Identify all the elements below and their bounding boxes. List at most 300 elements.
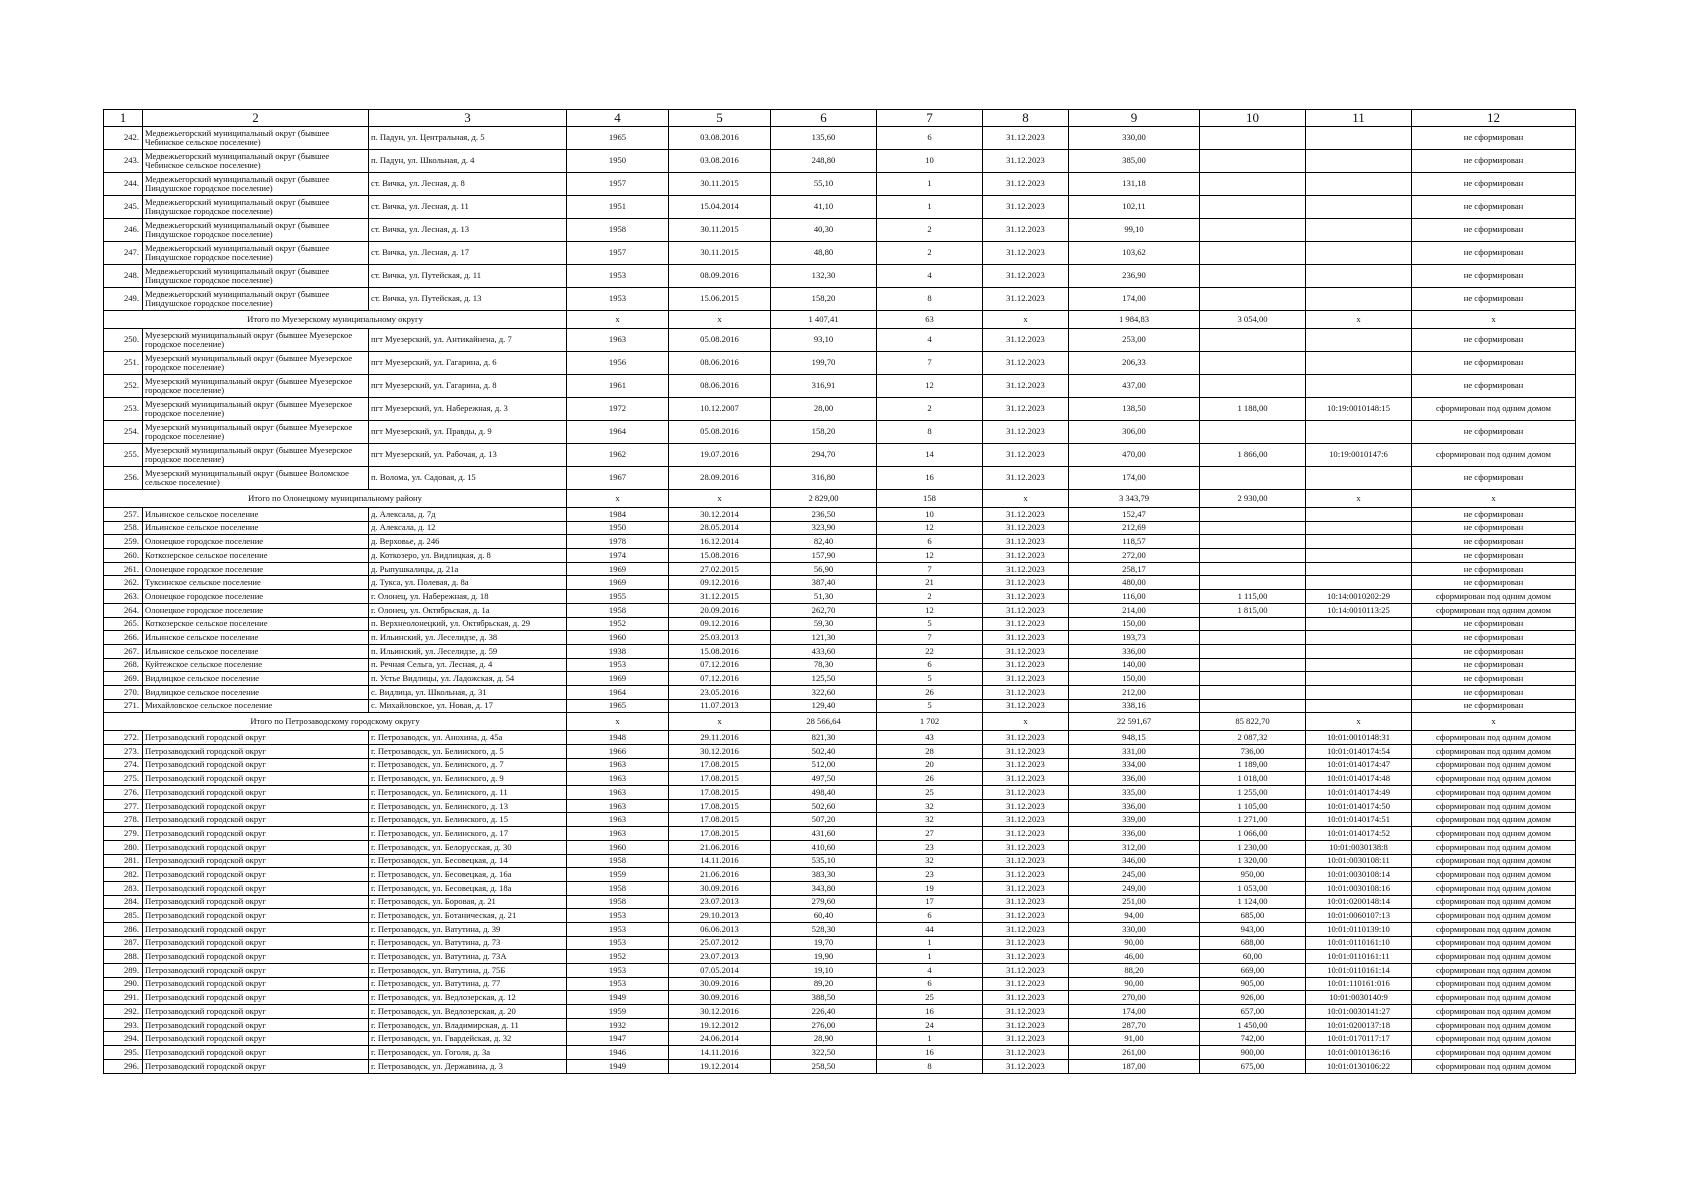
year-built-cell: 1953	[567, 265, 669, 288]
land-area-10-cell	[1200, 699, 1306, 713]
land-area-9-cell: 346,00	[1069, 854, 1200, 868]
residents-cell: 10	[877, 508, 983, 522]
subtotal-land-status: x	[1412, 311, 1576, 329]
cadastral-number-cell	[1306, 127, 1412, 150]
area-cell: 93,10	[771, 329, 877, 352]
table-row	[104, 352, 1576, 375]
table-row	[104, 922, 1576, 936]
land-status-cell: не сформирован	[1412, 242, 1576, 265]
area-cell: 89,20	[771, 977, 877, 991]
area-cell: 276,00	[771, 1018, 877, 1032]
year-built-cell: 1951	[567, 196, 669, 219]
relocation-deadline-cell: 31.12.2023	[983, 467, 1069, 490]
cadastral-number-cell	[1306, 265, 1412, 288]
municipality-cell: Олонецкое городское поселение	[143, 562, 369, 576]
land-area-9-cell: 306,00	[1069, 421, 1200, 444]
municipality-cell: Петрозаводский городской округ	[143, 936, 369, 950]
recognition-date-cell: 21.06.2016	[669, 840, 771, 854]
land-status-cell: не сформирован	[1412, 421, 1576, 444]
year-built-cell: 1956	[567, 352, 669, 375]
municipality-cell: Петрозаводский городской округ	[143, 786, 369, 800]
row-number-cell: 247.	[104, 242, 143, 265]
municipality-cell: Петрозаводский городской округ	[143, 854, 369, 868]
area-cell: 125,50	[771, 672, 877, 686]
land-status-cell: не сформирован	[1412, 196, 1576, 219]
land-status-cell: не сформирован	[1412, 617, 1576, 631]
recognition-date-cell: 03.08.2016	[669, 150, 771, 173]
area-cell: 431,60	[771, 827, 877, 841]
municipality-cell: Муезерский муниципальный округ (бывшее Муезерское городское поселение)	[143, 444, 369, 467]
cadastral-number-cell: 10:01:0140174:50	[1306, 799, 1412, 813]
table-row	[104, 991, 1576, 1005]
recognition-date-cell: 23.07.2013	[669, 895, 771, 909]
address-cell: г. Петрозаводск, ул. Ватутина, д. 75Б	[369, 964, 567, 978]
land-status-cell: сформирован под одним домом	[1412, 868, 1576, 882]
area-cell: 19,90	[771, 950, 877, 964]
year-built-cell: 1963	[567, 786, 669, 800]
land-area-9-cell: 336,00	[1069, 799, 1200, 813]
year-built-cell: 1959	[567, 1005, 669, 1019]
recognition-date-cell: 05.08.2016	[669, 329, 771, 352]
land-status-cell: не сформирован	[1412, 521, 1576, 535]
recognition-date-cell: 14.11.2016	[669, 854, 771, 868]
land-status-cell: сформирован под одним домом	[1412, 813, 1576, 827]
land-area-9-cell: 94,00	[1069, 909, 1200, 923]
residents-cell: 27	[877, 827, 983, 841]
area-cell: 316,91	[771, 375, 877, 398]
year-built-cell: 1949	[567, 1059, 669, 1073]
land-status-cell: не сформирован	[1412, 127, 1576, 150]
residents-cell: 32	[877, 799, 983, 813]
land-area-9-cell: 174,00	[1069, 288, 1200, 311]
land-area-9-cell: 336,00	[1069, 827, 1200, 841]
recognition-date-cell: 30.09.2016	[669, 991, 771, 1005]
subtotal-relocation-deadline: x	[983, 713, 1069, 731]
table-row	[104, 631, 1576, 645]
address-cell: пгт Муезерский, ул. Набережная, д. 3	[369, 398, 567, 421]
residents-cell: 21	[877, 576, 983, 590]
land-area-9-cell: 330,00	[1069, 127, 1200, 150]
cadastral-number-cell	[1306, 658, 1412, 672]
row-number-cell: 255.	[104, 444, 143, 467]
relocation-deadline-cell: 31.12.2023	[983, 398, 1069, 421]
relocation-deadline-cell: 31.12.2023	[983, 421, 1069, 444]
table-row	[104, 521, 1576, 535]
row-number-cell: 270.	[104, 685, 143, 699]
year-built-cell: 1949	[567, 991, 669, 1005]
land-area-10-cell	[1200, 644, 1306, 658]
land-area-9-cell: 102,11	[1069, 196, 1200, 219]
relocation-deadline-cell: 31.12.2023	[983, 909, 1069, 923]
relocation-deadline-cell: 31.12.2023	[983, 881, 1069, 895]
table-row	[104, 881, 1576, 895]
subtotal-row	[104, 713, 1576, 731]
address-cell: г. Петрозаводск, ул. Ватутина, д. 73	[369, 936, 567, 950]
relocation-deadline-cell: 31.12.2023	[983, 590, 1069, 604]
row-number-cell: 268.	[104, 658, 143, 672]
land-area-9-cell: 470,00	[1069, 444, 1200, 467]
land-area-9-cell: 88,20	[1069, 964, 1200, 978]
row-number-cell: 252.	[104, 375, 143, 398]
residents-cell: 6	[877, 909, 983, 923]
table-row	[104, 786, 1576, 800]
relocation-deadline-cell: 31.12.2023	[983, 922, 1069, 936]
municipality-cell: Петрозаводский городской округ	[143, 1005, 369, 1019]
land-area-10-cell	[1200, 242, 1306, 265]
recognition-date-cell: 08.06.2016	[669, 352, 771, 375]
row-number-cell: 279.	[104, 827, 143, 841]
residents-cell: 5	[877, 672, 983, 686]
municipality-cell: Ильинское сельское поселение	[143, 508, 369, 522]
land-area-9-cell: 174,00	[1069, 467, 1200, 490]
row-number-cell: 263.	[104, 590, 143, 604]
address-cell: г. Петрозаводск, ул. Ватутина, д. 73А	[369, 950, 567, 964]
land-area-9-cell: 287,70	[1069, 1018, 1200, 1032]
row-number-cell: 242.	[104, 127, 143, 150]
row-number-cell: 254.	[104, 421, 143, 444]
land-status-cell: сформирован под одним домом	[1412, 590, 1576, 604]
relocation-deadline-cell: 31.12.2023	[983, 549, 1069, 563]
table-row	[104, 1046, 1576, 1060]
residents-cell: 1	[877, 173, 983, 196]
land-area-9-cell: 336,00	[1069, 644, 1200, 658]
land-status-cell: сформирован под одним домом	[1412, 881, 1576, 895]
land-status-cell: не сформирован	[1412, 173, 1576, 196]
recognition-date-cell: 08.09.2016	[669, 265, 771, 288]
relocation-deadline-cell: 31.12.2023	[983, 1059, 1069, 1073]
land-area-10-cell: 1 115,00	[1200, 590, 1306, 604]
area-cell: 132,30	[771, 265, 877, 288]
subtotal-land-area-10: 2 930,00	[1200, 490, 1306, 508]
table-row	[104, 549, 1576, 563]
land-area-10-cell: 943,00	[1200, 922, 1306, 936]
address-cell: п. Устье Видлицы, ул. Ладожская, д. 54	[369, 672, 567, 686]
recognition-date-cell: 16.12.2014	[669, 535, 771, 549]
land-area-9-cell: 272,00	[1069, 549, 1200, 563]
land-area-9-cell: 99,10	[1069, 219, 1200, 242]
land-area-10-cell: 1 105,00	[1200, 799, 1306, 813]
area-cell: 19,10	[771, 964, 877, 978]
cadastral-number-cell	[1306, 242, 1412, 265]
land-area-9-cell: 103,62	[1069, 242, 1200, 265]
residents-cell: 12	[877, 549, 983, 563]
relocation-deadline-cell: 31.12.2023	[983, 576, 1069, 590]
row-number-cell: 284.	[104, 895, 143, 909]
recognition-date-cell: 23.07.2013	[669, 950, 771, 964]
land-area-9-cell: 131,18	[1069, 173, 1200, 196]
cadastral-number-cell	[1306, 467, 1412, 490]
cadastral-number-cell: 10:01:0010148:31	[1306, 731, 1412, 745]
residents-cell: 16	[877, 1005, 983, 1019]
row-number-cell: 265.	[104, 617, 143, 631]
subtotal-area: 1 407,41	[771, 311, 877, 329]
residents-cell: 4	[877, 964, 983, 978]
table-row	[104, 672, 1576, 686]
cadastral-number-cell: 10:01:0030140:9	[1306, 991, 1412, 1005]
land-area-10-cell: 1 320,00	[1200, 854, 1306, 868]
address-cell: г. Олонец, ул. Октябрьская, д. 1а	[369, 603, 567, 617]
land-area-9-cell: 437,00	[1069, 375, 1200, 398]
cadastral-number-cell	[1306, 549, 1412, 563]
table-row	[104, 840, 1576, 854]
land-area-9-cell: 245,00	[1069, 868, 1200, 882]
recognition-date-cell: 29.10.2013	[669, 909, 771, 923]
recognition-date-cell: 09.12.2016	[669, 617, 771, 631]
column-number-8: 8	[983, 110, 1069, 127]
year-built-cell: 1946	[567, 1046, 669, 1060]
residents-cell: 28	[877, 745, 983, 759]
cadastral-number-cell	[1306, 699, 1412, 713]
relocation-deadline-cell: 31.12.2023	[983, 219, 1069, 242]
relocation-deadline-cell: 31.12.2023	[983, 950, 1069, 964]
table-row	[104, 590, 1576, 604]
subtotal-residents: 158	[877, 490, 983, 508]
address-cell: г. Петрозаводск, ул. Белинского, д. 15	[369, 813, 567, 827]
cadastral-number-cell	[1306, 375, 1412, 398]
municipality-cell: Петрозаводский городской округ	[143, 964, 369, 978]
relocation-deadline-cell: 31.12.2023	[983, 242, 1069, 265]
residents-cell: 8	[877, 288, 983, 311]
row-number-cell: 249.	[104, 288, 143, 311]
row-number-cell: 271.	[104, 699, 143, 713]
table-row	[104, 173, 1576, 196]
recognition-date-cell: 07.12.2016	[669, 672, 771, 686]
municipality-cell: Муезерский муниципальный округ (бывшее Муезерское городское поселение)	[143, 421, 369, 444]
subtotal-land-area-9: 22 591,67	[1069, 713, 1200, 731]
relocation-deadline-cell: 31.12.2023	[983, 535, 1069, 549]
row-number-cell: 293.	[104, 1018, 143, 1032]
area-cell: 157,90	[771, 549, 877, 563]
year-built-cell: 1963	[567, 799, 669, 813]
address-cell: пгт Муезерский, ул. Рабочая, д. 13	[369, 444, 567, 467]
municipality-cell: Петрозаводский городской округ	[143, 813, 369, 827]
year-built-cell: 1958	[567, 881, 669, 895]
year-built-cell: 1963	[567, 827, 669, 841]
table-row	[104, 562, 1576, 576]
address-cell: пгт Муезерский, ул. Правды, д. 9	[369, 421, 567, 444]
land-status-cell: сформирован под одним домом	[1412, 731, 1576, 745]
row-number-cell: 288.	[104, 950, 143, 964]
subtotal-land-area-9: 3 343,79	[1069, 490, 1200, 508]
municipality-cell: Куйтежское сельское поселение	[143, 658, 369, 672]
year-built-cell: 1965	[567, 127, 669, 150]
land-area-10-cell: 905,00	[1200, 977, 1306, 991]
row-number-cell: 243.	[104, 150, 143, 173]
municipality-cell: Петрозаводский городской округ	[143, 758, 369, 772]
column-number-3: 3	[369, 110, 567, 127]
cadastral-number-cell: 10:01:0110161:10	[1306, 936, 1412, 950]
address-cell: г. Петрозаводск, ул. Белинского, д. 9	[369, 772, 567, 786]
address-cell: г. Петрозаводск, ул. Белинского, д. 17	[369, 827, 567, 841]
relocation-deadline-cell: 31.12.2023	[983, 772, 1069, 786]
area-cell: 51,30	[771, 590, 877, 604]
cadastral-number-cell	[1306, 535, 1412, 549]
relocation-deadline-cell: 31.12.2023	[983, 617, 1069, 631]
residents-cell: 20	[877, 758, 983, 772]
table-row	[104, 603, 1576, 617]
land-area-10-cell: 1 188,00	[1200, 398, 1306, 421]
cadastral-number-cell: 10:01:0030108:11	[1306, 854, 1412, 868]
municipality-cell: Медвежьегорский муниципальный округ (бывшее Пиндушское городское поселение)	[143, 219, 369, 242]
municipality-cell: Петрозаводский городской округ	[143, 977, 369, 991]
year-built-cell: 1953	[567, 909, 669, 923]
relocation-deadline-cell: 31.12.2023	[983, 658, 1069, 672]
recognition-date-cell: 19.12.2014	[669, 1059, 771, 1073]
year-built-cell: 1961	[567, 375, 669, 398]
cadastral-number-cell: 10:01:110161:016	[1306, 977, 1412, 991]
land-status-cell: сформирован под одним домом	[1412, 745, 1576, 759]
residents-cell: 5	[877, 617, 983, 631]
relocation-deadline-cell: 31.12.2023	[983, 758, 1069, 772]
relocation-deadline-cell: 31.12.2023	[983, 854, 1069, 868]
area-cell: 121,30	[771, 631, 877, 645]
recognition-date-cell: 29.11.2016	[669, 731, 771, 745]
land-area-10-cell: 60,00	[1200, 950, 1306, 964]
relocation-deadline-cell: 31.12.2023	[983, 603, 1069, 617]
cadastral-number-cell	[1306, 173, 1412, 196]
row-number-cell: 259.	[104, 535, 143, 549]
residents-cell: 32	[877, 854, 983, 868]
area-cell: 129,40	[771, 699, 877, 713]
address-cell: г. Петрозаводск, ул. Белинского, д. 5	[369, 745, 567, 759]
relocation-deadline-cell: 31.12.2023	[983, 685, 1069, 699]
cadastral-number-cell	[1306, 219, 1412, 242]
relocation-deadline-cell: 31.12.2023	[983, 1046, 1069, 1060]
relocation-deadline-cell: 31.12.2023	[983, 1032, 1069, 1046]
row-number-cell: 246.	[104, 219, 143, 242]
cadastral-number-cell: 10:01:0140174:52	[1306, 827, 1412, 841]
row-number-cell: 244.	[104, 173, 143, 196]
subtotal-recognition-date: x	[669, 311, 771, 329]
residents-cell: 32	[877, 813, 983, 827]
year-built-cell: 1960	[567, 631, 669, 645]
cadastral-number-cell: 10:01:0140174:54	[1306, 745, 1412, 759]
land-area-10-cell	[1200, 329, 1306, 352]
municipality-cell: Петрозаводский городской округ	[143, 745, 369, 759]
relocation-deadline-cell: 31.12.2023	[983, 745, 1069, 759]
row-number-cell: 292.	[104, 1005, 143, 1019]
recognition-date-cell: 28.05.2014	[669, 521, 771, 535]
area-cell: 258,50	[771, 1059, 877, 1073]
row-number-cell: 250.	[104, 329, 143, 352]
year-built-cell: 1947	[567, 1032, 669, 1046]
area-cell: 82,40	[771, 535, 877, 549]
municipality-cell: Петрозаводский городской округ	[143, 881, 369, 895]
land-status-cell: не сформирован	[1412, 685, 1576, 699]
recognition-date-cell: 03.08.2016	[669, 127, 771, 150]
row-number-cell: 274.	[104, 758, 143, 772]
land-area-9-cell: 339,00	[1069, 813, 1200, 827]
recognition-date-cell: 21.06.2016	[669, 868, 771, 882]
land-status-cell: сформирован под одним домом	[1412, 950, 1576, 964]
row-number-cell: 260.	[104, 549, 143, 563]
area-cell: 512,00	[771, 758, 877, 772]
municipality-cell: Петрозаводский городской округ	[143, 909, 369, 923]
land-area-9-cell: 236,90	[1069, 265, 1200, 288]
land-area-9-cell: 334,00	[1069, 758, 1200, 772]
residents-cell: 12	[877, 521, 983, 535]
residents-cell: 26	[877, 772, 983, 786]
address-cell: ст. Вичка, ул. Путейская, д. 11	[369, 265, 567, 288]
relocation-deadline-cell: 31.12.2023	[983, 375, 1069, 398]
year-built-cell: 1966	[567, 745, 669, 759]
land-area-9-cell: 330,00	[1069, 922, 1200, 936]
year-built-cell: 1958	[567, 219, 669, 242]
land-area-9-cell: 261,00	[1069, 1046, 1200, 1060]
row-number-cell: 285.	[104, 909, 143, 923]
land-status-cell: не сформирован	[1412, 150, 1576, 173]
address-cell: пгт Муезерский, ул. Гагарина, д. 8	[369, 375, 567, 398]
land-status-cell: не сформирован	[1412, 329, 1576, 352]
table-row	[104, 535, 1576, 549]
area-cell: 343,80	[771, 881, 877, 895]
row-number-cell: 267.	[104, 644, 143, 658]
municipality-cell: Ильинское сельское поселение	[143, 644, 369, 658]
year-built-cell: 1957	[567, 242, 669, 265]
address-cell: г. Петрозаводск, ул. Бесовецкая, д. 14	[369, 854, 567, 868]
area-cell: 502,40	[771, 745, 877, 759]
land-status-cell: сформирован под одним домом	[1412, 991, 1576, 1005]
recognition-date-cell: 23.05.2016	[669, 685, 771, 699]
municipality-cell: Муезерский муниципальный округ (бывшее Муезерское городское поселение)	[143, 329, 369, 352]
land-status-cell: сформирован под одним домом	[1412, 603, 1576, 617]
subtotal-land-status: x	[1412, 490, 1576, 508]
table-row	[104, 745, 1576, 759]
column-number-7: 7	[877, 110, 983, 127]
area-cell: 248,80	[771, 150, 877, 173]
land-area-9-cell: 140,00	[1069, 658, 1200, 672]
subtotal-relocation-deadline: x	[983, 490, 1069, 508]
land-status-cell: не сформирован	[1412, 549, 1576, 563]
recognition-date-cell: 06.06.2013	[669, 922, 771, 936]
land-area-10-cell	[1200, 173, 1306, 196]
land-area-10-cell: 657,00	[1200, 1005, 1306, 1019]
municipality-cell: Медвежьегорский муниципальный округ (бывшее Пиндушское городское поселение)	[143, 242, 369, 265]
year-built-cell: 1960	[567, 840, 669, 854]
land-status-cell: не сформирован	[1412, 658, 1576, 672]
land-status-cell: сформирован под одним домом	[1412, 444, 1576, 467]
cadastral-number-cell	[1306, 196, 1412, 219]
year-built-cell: 1938	[567, 644, 669, 658]
table-row	[104, 909, 1576, 923]
row-number-cell: 269.	[104, 672, 143, 686]
year-built-cell: 1953	[567, 964, 669, 978]
area-cell: 316,80	[771, 467, 877, 490]
cadastral-number-cell: 10:14:0010202:29	[1306, 590, 1412, 604]
residents-cell: 26	[877, 685, 983, 699]
address-cell: пгт Муезерский, ул. Гагарина, д. 6	[369, 352, 567, 375]
relocation-deadline-cell: 31.12.2023	[983, 1005, 1069, 1019]
land-area-10-cell	[1200, 375, 1306, 398]
recognition-date-cell: 10.12.2007	[669, 398, 771, 421]
address-cell: п. Ильинский, ул. Леселидзе, д. 59	[369, 644, 567, 658]
row-number-cell: 253.	[104, 398, 143, 421]
land-status-cell: не сформирован	[1412, 352, 1576, 375]
land-area-10-cell: 1 018,00	[1200, 772, 1306, 786]
area-cell: 383,30	[771, 868, 877, 882]
relocation-deadline-cell: 31.12.2023	[983, 699, 1069, 713]
year-built-cell: 1963	[567, 329, 669, 352]
area-cell: 410,60	[771, 840, 877, 854]
area-cell: 497,50	[771, 772, 877, 786]
address-cell: д. Верховье, д. 246	[369, 535, 567, 549]
year-built-cell: 1950	[567, 150, 669, 173]
year-built-cell: 1958	[567, 854, 669, 868]
address-cell: г. Петрозаводск, ул. Бесовецкая, д. 16а	[369, 868, 567, 882]
table-row	[104, 467, 1576, 490]
table-row	[104, 827, 1576, 841]
land-area-9-cell: 116,00	[1069, 590, 1200, 604]
